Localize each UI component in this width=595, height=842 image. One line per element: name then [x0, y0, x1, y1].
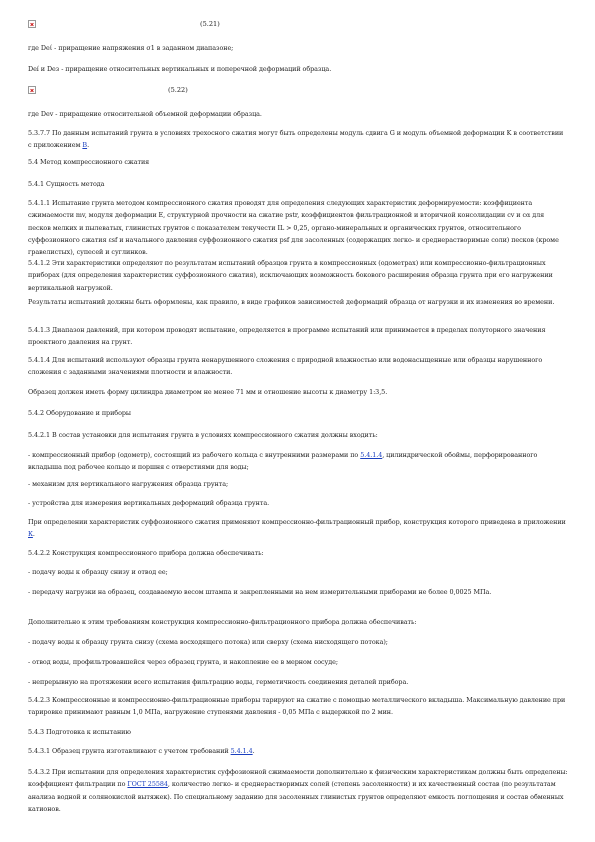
section-heading: 5.4.2 Оборудование и приборы	[28, 409, 131, 417]
paragraph: 5.4.2.1 В состав установки для испытания грунта в условиях компрессионного сжатия должны входить:	[28, 431, 378, 439]
paragraph-end: , количество легко- и среднерастворимых солей (степень засоленности) и их качественный состав (по результатам анализа водной и солянокислой вытяжек). По специальному заданию для засоленных глинистых грунтов определяют емкость поглощения и состав обменных катионов.	[28, 780, 564, 813]
paragraph: Дополнительно к этим требованиям конструкция компрессионно-фильтрационного прибора должна обеспечивать:	[28, 618, 417, 626]
clause-link[interactable]: 5.4.1.4	[230, 747, 253, 755]
paragraph: 5.4.1.1 Испытание грунта методом компрессионного сжатия проводят для определения следующих характеристик деформируемости: коэффициента сжимаемости mv, модуля деформации E, структурной прочности на сжатие pstr, коэффициентов фильтрационной и вторичной консолидации cv и cα для песков мелких и пылеватых, глинистых грунтов с показателем текучести IL > 0,25, органо-минеральных и органических грунтов, относительного суффозионного сжатия εsf и начального давления суффозионного сжатия psf для засоленных (содержащих легко- и среднерастворимые соли) песков (кроме гравелистых), супесей и суглинков.	[28, 199, 559, 257]
paragraph	[28, 745, 568, 757]
paragraph-text: - компрессионный прибор (одометр), состоящий из рабочего кольца с внутренними размерами по	[28, 451, 361, 459]
appendix-link[interactable]: К	[28, 530, 33, 539]
paragraph	[28, 766, 568, 815]
formula-5-22	[28, 86, 188, 94]
appendix-link[interactable]: В	[82, 141, 88, 150]
clause-link[interactable]: 5.4.1.4	[360, 451, 383, 459]
paragraph-end: .	[252, 747, 255, 755]
paragraph: Результаты испытаний должны быть оформлены, как правило, в виде графиков зависимостей деформаций образца от нагрузки и их изменения во времени.	[28, 298, 555, 306]
list-item: - непрерывную на протяжении всего испытания фильтрацию воды, герметичность соединения деталей прибора.	[28, 678, 409, 686]
paragraph: 5.4.2.2 Конструкция компрессионного прибора должна обеспечивать:	[28, 549, 264, 557]
paragraph-text: 5.3.7.7 По данным испытаний грунта в условиях трехосного сжатия могут быть определены модуль сдвига G и модуль объемной деформации K в соответствии с приложением	[28, 129, 564, 150]
list-item: - передачу нагрузки на образец, создаваемую весом штампа и закрепленными на нем измерительными приборами не более 0,0025 МПа.	[28, 588, 492, 596]
formula-5-21	[28, 20, 220, 28]
paragraph	[28, 449, 568, 474]
paragraph: 5.4.1.2 Эти характеристики определяют по результатам испытаний образцов грунта в компрессионных (одометрах) или компрессионно-фильтрационных приборах (для определения характеристик суффозионного сжатия), исключающих возможность бокового расширения образца грунта при его нагружении вертикальной нагрузкой.	[28, 259, 553, 292]
list-item: - механизм для вертикального нагружения образца грунта;	[28, 480, 229, 488]
list-item: - отвод воды, профильтровавшейся через образец грунта, и накопление ее в мерном сосуде;	[28, 658, 338, 666]
list-item: - подачу воды к образцу грунта снизу (схема восходящего потока) или сверху (схема нисходящего потока);	[28, 638, 388, 646]
section-heading: 5.4.1 Сущность метода	[28, 180, 105, 188]
paragraph-end: .	[87, 141, 90, 150]
paragraph-end: , цилиндрической обоймы, перфорированного вкладыша под рабочее кольцо и поршня с отверстиями для воды;	[28, 451, 538, 472]
paragraph: Deí и Deз - приращение относительных вертикальных и поперечной деформаций образца.	[28, 65, 332, 73]
section-heading: 5.4.3 Подготовка к испытанию	[28, 728, 131, 736]
paragraph: 5.4.1.4 Для испытаний используют образцы грунта ненарушенного сложения с природной влажностью или водонасыщенные или образцы нарушенного сложения с заданными значениями плотности и влажности.	[28, 356, 543, 377]
paragraph: где Deί - приращение напряжения σ1 в заданном диапазоне;	[28, 44, 234, 52]
paragraph: Образец должен иметь форму цилиндра диаметром не менее 71 мм и отношение высоты к диаметру 1:3,5.	[28, 388, 388, 396]
list-item: - подачу воды к образцу снизу и отвод ее;	[28, 568, 168, 576]
paragraph	[28, 516, 568, 541]
paragraph-end: .	[32, 530, 35, 539]
section-heading: 5.4 Метод компрессионного сжатия	[28, 158, 150, 166]
list-item: - устройства для измерения вертикальных деформаций образца грунта.	[28, 499, 270, 507]
paragraph-text: 5.4.3.1 Образец грунта изготавливают с учетом требований	[28, 747, 231, 755]
broken-image-icon	[28, 20, 36, 28]
paragraph-text: При определении характеристик суффозионного сжатия применяют компрессионно-фильтрационный прибор, конструкция которого приведена в приложении	[28, 518, 566, 526]
paragraph: 5.4.1.3 Диапазон давлений, при котором проводят испытание, определяется в программе испытаний или принимается в пределах полуторного значения проектного давления на грунт.	[28, 326, 546, 347]
equation-number: (5.21)	[200, 20, 220, 28]
paragraph	[28, 127, 568, 152]
equation-number: (5.22)	[168, 86, 188, 94]
broken-image-icon	[28, 86, 36, 94]
paragraph: 5.4.2.3 Компрессионные и компрессионно-фильтрационные приборы тарируют на сжатие с помощью металлического вкладыша. Максимальную давление при тарировке принимают равным 1,0 МПа, нагружение ступенями давления - 0,05 МПа с выдержкой по 2 мин.	[28, 696, 566, 717]
paragraph: где Dev - приращение относительной объемной деформации образца.	[28, 110, 262, 118]
paragraph-text: 5.4.3.2 При испытании для определения характеристик суффозионной сжимаемости дополнительно к физическим характеристикам должны быть определены: коэффициент фильтрации по	[28, 768, 568, 789]
standard-link[interactable]: ГОСТ 25584	[127, 780, 168, 789]
